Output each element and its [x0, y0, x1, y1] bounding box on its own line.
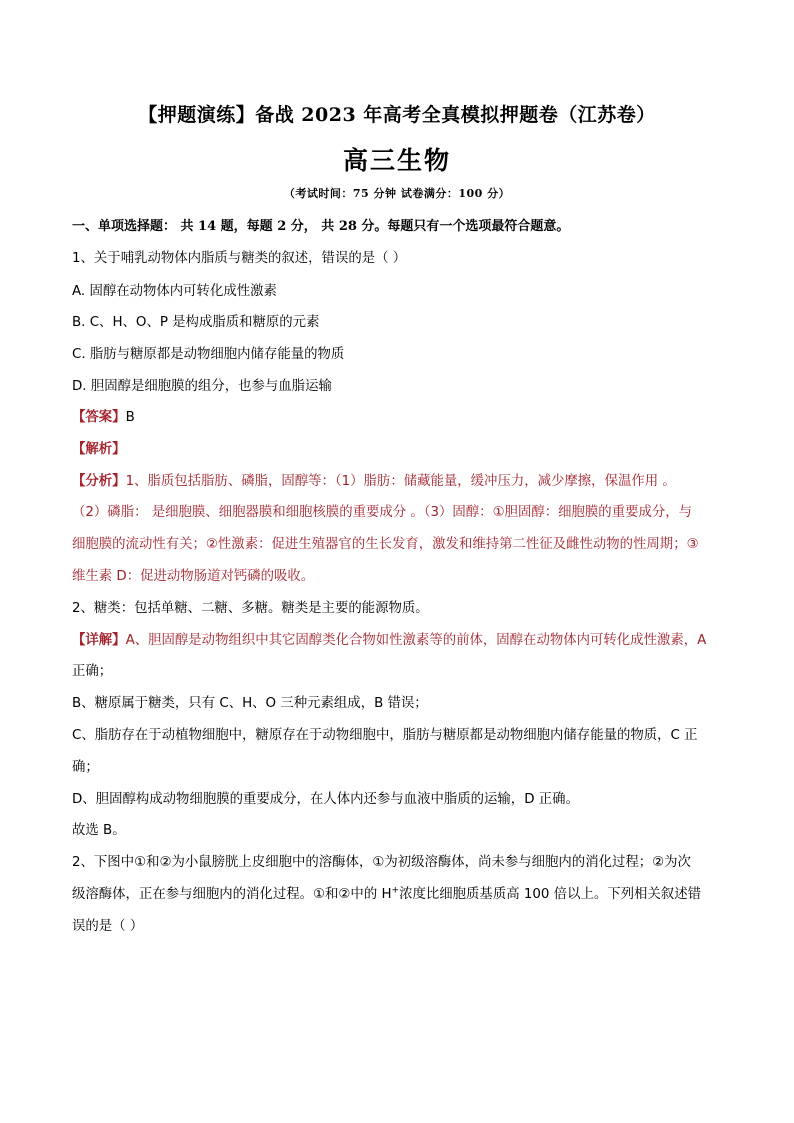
detail-line-4: C、脂肪存在于动植物细胞中，糖原存在于动物细胞中，脂肪与糖原都是动物细胞内储存能量的物质，C 正 — [72, 728, 698, 743]
option-b: B. C、H、O、P 是构成脂质和糖原的元素 — [72, 315, 320, 330]
exam-meta: （考试时间：75 分钟 试卷满分：100 分） — [283, 187, 511, 200]
exam-subject: 高三生物 — [342, 146, 451, 175]
fenxi-tag: 【分析】 — [72, 474, 126, 489]
q2-text-b: 浓度比细胞质基质高 100 倍以上。下列相关叙述错 — [399, 887, 701, 902]
q2-superscript: + — [391, 885, 400, 896]
detail-tag: 【详解】 — [72, 633, 126, 648]
option-c: C. 脂肪与糖原都是动物细胞内储存能量的物质 — [72, 347, 345, 362]
analysis-line-2: （2）磷脂： 是细胞膜、细胞器膜和细胞核膜的重要成分 。（3）固醇：①胆固醇：细胞膜的重要成分，与 — [72, 505, 693, 520]
detail-line-6: D、胆固醇构成动物细胞膜的重要成分，在人体内还参与血液中脂质的运输，D 正确。 — [72, 792, 579, 807]
detail-text: A、胆固醇是动物组织中其它固醇类化合物如性激素等的前体，固醇在动物体内可转化成性激素，A — [125, 633, 707, 648]
section-heading: 一、单项选择题： 共 14 题，每题 2 分， 共 28 分。每题只有一个选项最符合题意。 — [72, 219, 570, 234]
question-2-line-1: 2、下图中①和②为小鼠膀胱上皮细胞中的溶酶体，①为初级溶酶体，尚未参与细胞内的消化过程；②为次 — [72, 855, 691, 870]
detail-line-1 — [72, 631, 742, 651]
fenxi-text: 1、脂质包括脂肪、磷脂，固醇等：（1）脂肪：储藏能量，缓冲压力，减少摩擦，保温作用 。 — [125, 474, 676, 489]
exam-title: 【押题演练】备战 2023 年高考全真模拟押题卷（江苏卷） — [138, 104, 656, 126]
option-a: A. 固醇在动物体内可转化成性激素 — [72, 284, 277, 299]
detail-line-3: B、糖原属于糖类，只有 C、H、O 三种元素组成，B 错误； — [72, 696, 428, 711]
question-2-line-3: 误的是（ ） — [72, 919, 144, 934]
analysis-tag: 【解析】 — [72, 442, 126, 457]
detail-line-5: 确； — [72, 760, 99, 775]
answer-row — [72, 408, 742, 428]
q2-text-a: 级溶酶体，正在参与细胞内的消化过程。①和②中的 H — [72, 887, 392, 902]
question-2-line-2 — [72, 885, 742, 905]
question-1-stem: 1、关于哺乳动物体内脂质与糖类的叙述，错误的是（ ） — [72, 251, 407, 266]
answer-tag: 【答案】 — [72, 410, 126, 425]
analysis-line-3: 细胞膜的流动性有关；②性激素：促进生殖器官的生长发育，激发和维持第二性征及雌性动物的性周期；③ — [72, 537, 699, 552]
option-d: D. 胆固醇是细胞膜的组分，也参与血脂运输 — [72, 379, 332, 394]
conclusion: 故选 B。 — [72, 823, 126, 838]
analysis-line-5: 2、糖类：包括单糖、二糖、多糖。糖类是主要的能源物质。 — [72, 601, 429, 616]
analysis-line-4: 维生素 D：促进动物肠道对钙磷的吸收。 — [72, 569, 315, 584]
analysis-line-1 — [72, 472, 742, 492]
answer-value: B — [125, 410, 135, 425]
detail-line-2: 正确； — [72, 664, 113, 679]
